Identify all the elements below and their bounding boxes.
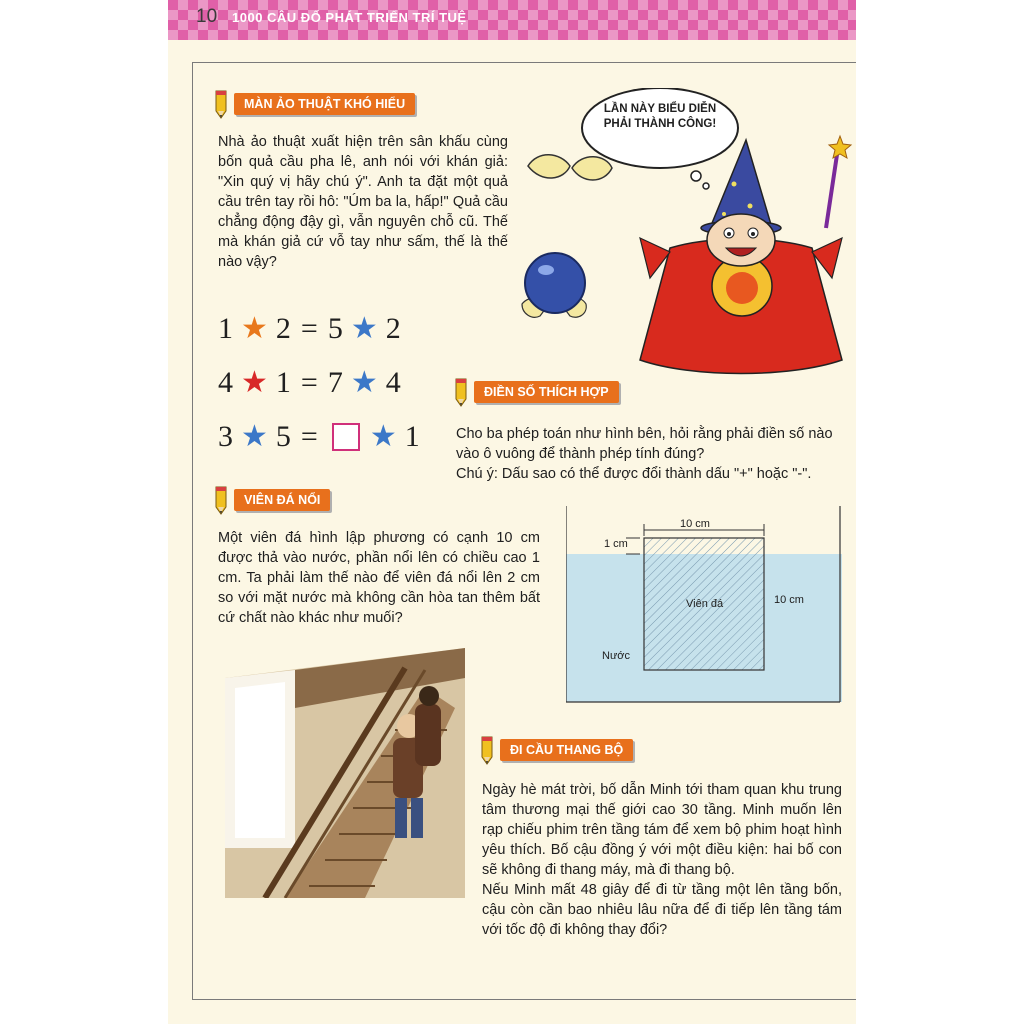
eq3-c: 5 [275, 420, 291, 453]
star-blue-icon: ★ [369, 420, 397, 453]
equation-row-3 [218, 420, 420, 454]
eq2-d: 4 [385, 366, 401, 399]
eq1-a: 1 [218, 312, 233, 345]
section-title-stairs: ĐI CẦU THANG BỘ [500, 739, 633, 761]
diagram-stone-label: Viên đá [686, 598, 724, 610]
eq1-equals: = [300, 312, 318, 345]
diagram-top-label: 10 cm [680, 518, 710, 530]
stairs-illustration [225, 648, 465, 898]
star-blue-icon: ★ [350, 366, 378, 399]
heading-magic [212, 92, 415, 116]
stairs-body [482, 780, 842, 940]
eq2-c: 1 [275, 366, 291, 399]
diagram-water-label: Nước [602, 650, 631, 662]
page-number: 10 [196, 6, 218, 27]
heading-stairs [478, 738, 633, 762]
floating-stone-body [218, 528, 540, 628]
pencil-icon [478, 735, 496, 765]
eq2-b: 7 [327, 366, 343, 399]
answer-box[interactable] [332, 423, 360, 451]
pencil-icon [452, 377, 470, 407]
section-title-fill-number: ĐIỀN SỐ THÍCH HỢP [474, 381, 619, 403]
star-blue-icon: ★ [241, 420, 268, 453]
diagram-side-label: 10 cm [774, 594, 804, 606]
speech-bubble-text: LẦN NÀY BIỂU DIỄN PHẢI THÀNH CÔNG! [603, 103, 717, 130]
eq3-d: 1 [404, 420, 420, 453]
page-header [168, 0, 856, 40]
equation-row-1 [218, 312, 401, 346]
pencil-icon [212, 485, 230, 515]
floating-stone-text: Một viên đá hình lập phương có cạnh 10 cm được thả vào nước, phần nổi lên có chiều cao 1 cm. Ta phải làm thế nào để viên đá nổi lên 2 cm so với mặt nước mà không cần hòa tan thêm bất cứ chất nào khác như muối? [218, 530, 540, 626]
eq1-b: 5 [327, 312, 343, 345]
magic-text: Nhà ảo thuật xuất hiện trên sân khấu cùng bốn quả cầu pha lê, anh nói với khán giả: "Xin quý vị hãy chú ý". Anh ta đặt một quả cầu trên tay rồi hô: "Úm ba la, hấp!" Quả cầu chẳng động đậy gì, vẫn nguyên chỗ cũ. Thế mà khán giả cứ vỗ tay như sấm, thế là thế nào vậy? [218, 134, 508, 270]
heading-floating-stone [212, 488, 330, 512]
equation-row-2 [218, 366, 401, 400]
star-red-icon: ★ [241, 366, 268, 399]
eq2-equals: = [300, 366, 318, 399]
section-title-magic: MÀN ẢO THUẬT KHÓ HIỂU [234, 93, 415, 115]
section-title-floating-stone: VIÊN ĐÁ NỔI [234, 489, 330, 511]
book-title: 1000 CÂU ĐỐ PHÁT TRIỂN TRÍ TUỆ [232, 10, 467, 25]
magic-body [218, 132, 508, 272]
eq2-a: 4 [218, 366, 233, 399]
heading-fill-number [452, 380, 619, 404]
diagram-above-water-label: 1 cm [604, 538, 628, 550]
star-blue-icon: ★ [350, 312, 378, 345]
eq3-equals: = [300, 420, 318, 453]
stairs-text-2: Nếu Minh mất 48 giây để đi từ tầng một lên tầng bốn, cậu còn cần bao nhiêu lâu nữa để đi tiếp lên tầng tám với tốc độ đi không thay đổi? [482, 882, 842, 938]
fill-number-body [456, 424, 840, 484]
fill-number-text: Cho ba phép toán như hình bên, hỏi rằng phải điền số nào vào ô vuông để thành phép tính đúng? [456, 426, 833, 462]
stairs-text-1: Ngày hè mát trời, bố dẫn Minh tới tham quan khu trung tâm thương mại thế giới cao 30 tầng. Minh muốn lên rạp chiếu phim trên tầng tám để xem bộ phim hoạt hình yêu thích. Bố cậu đồng ý với một điều kiện: hai bố con sẽ không đi thang máy, mà đi thang bộ. [482, 782, 842, 878]
pencil-icon [212, 89, 230, 119]
eq3-a: 3 [218, 420, 233, 453]
eq1-c: 2 [275, 312, 291, 345]
eq1-d: 2 [385, 312, 401, 345]
fill-number-note: Chú ý: Dấu sao có thể được đổi thành dấu "+" hoặc "-". [456, 466, 812, 482]
star-orange-icon: ★ [241, 312, 268, 345]
